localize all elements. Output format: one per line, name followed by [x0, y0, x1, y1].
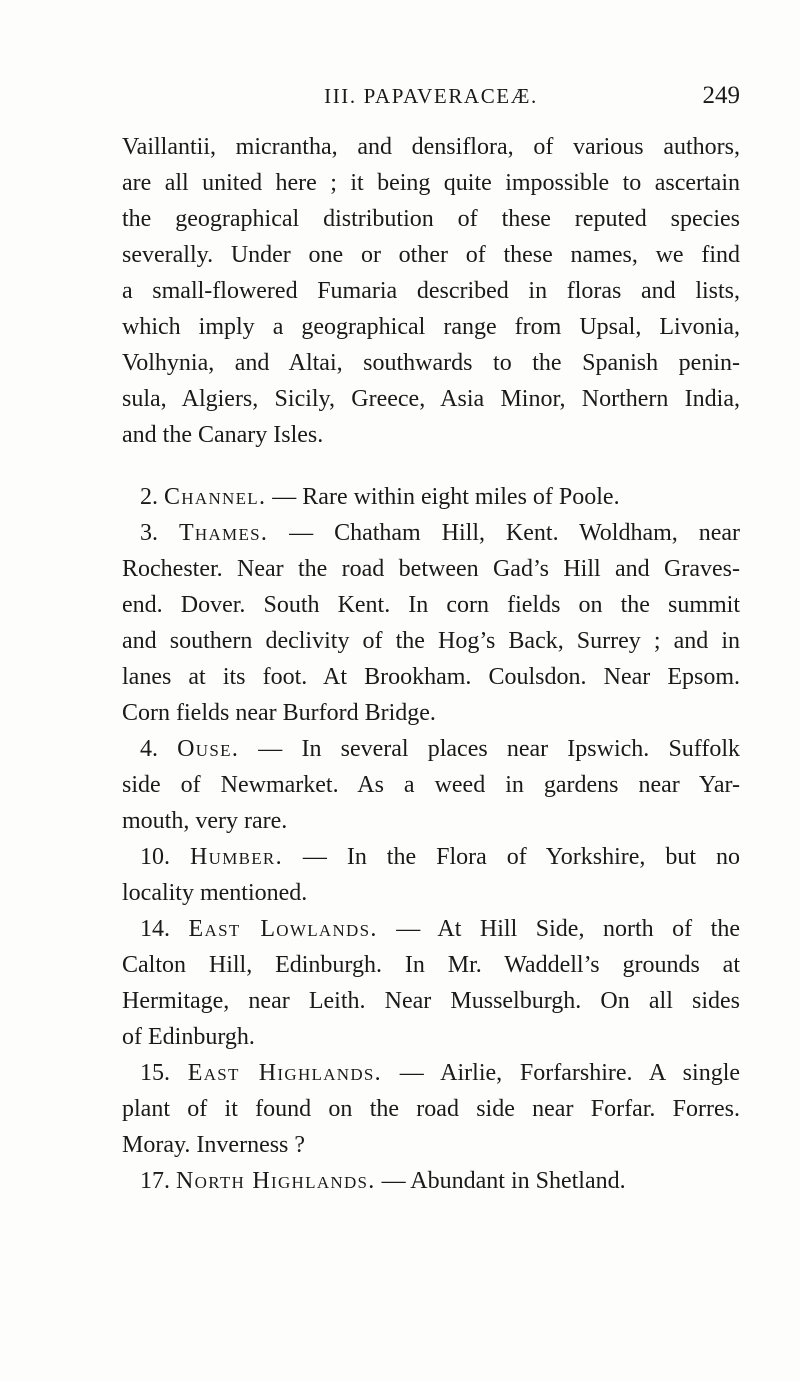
- province-name: Humber.: [189, 844, 283, 870]
- text-line: a small-flowered Fumaria described in floras and lists,: [122, 278, 740, 304]
- text-line: Rochester. Near the road between Gad’s Hill and Graves-: [122, 556, 740, 582]
- entry-first-line: [122, 516, 740, 550]
- page-number: 249: [702, 82, 740, 109]
- text-line: and the Canary Isles.: [122, 422, 324, 448]
- text-line: the geographical distribution of these reputed species: [122, 206, 740, 232]
- text-line: side of Newmarket. As a weed in gardens near Yar-: [122, 772, 740, 798]
- text-line: lanes at its foot. At Brookham. Coulsdon. Near Epsom.: [122, 664, 740, 690]
- text-line: severally. Under one or other of these names, we find: [122, 242, 740, 268]
- entry-first-line: [122, 732, 740, 766]
- text-line: Calton Hill, Edinburgh. In Mr. Waddell’s grounds at: [122, 952, 740, 978]
- text-line: Corn fields near Burford Bridge.: [122, 700, 436, 726]
- entry-number: 3.: [140, 520, 158, 546]
- province-name: East Lowlands.: [188, 916, 378, 942]
- province-name: North Highlands.: [176, 1168, 376, 1194]
- entry-text: — Rare within eight miles of Poole.: [266, 484, 620, 510]
- entry-text: — Chatham Hill, Kent. Woldham, near: [268, 520, 741, 546]
- entry-first-line: [122, 912, 740, 946]
- text-line: which imply a geographical range from Upsal, Livonia,: [122, 314, 740, 340]
- text-line: end. Dover. South Kent. In corn fields on the summit: [122, 592, 740, 618]
- text-line: and southern declivity of the Hog’s Back, Surrey ; and in: [122, 628, 740, 654]
- running-head: III. PAPAVERACEÆ.: [324, 84, 538, 108]
- entry-first-line: [122, 840, 740, 874]
- entry-number: 17.: [140, 1168, 170, 1194]
- text-line: plant of it found on the road side near Forfar. Forres.: [122, 1096, 740, 1122]
- entry-text: — At Hill Side, north of the: [377, 916, 740, 942]
- entry-text: — In the Flora of Yorkshire, but no: [282, 844, 740, 870]
- text-line: Volhynia, and Altai, southwards to the Spanish penin-: [122, 350, 740, 376]
- text-line: mouth, very rare.: [122, 808, 288, 834]
- province-name: Ouse.: [177, 736, 240, 762]
- entry-number: 4.: [140, 736, 158, 762]
- text-line: are all united here ; it being quite impossible to ascertain: [122, 170, 740, 196]
- entry-text: — In several places near Ipswich. Suffolk: [239, 736, 741, 762]
- entry-first-line: [122, 1164, 740, 1198]
- entry-number: 10.: [140, 844, 170, 870]
- text-line: locality mentioned.: [122, 880, 308, 906]
- province-name: East Highlands.: [187, 1060, 382, 1086]
- text-line: Vaillantii, micrantha, and densiflora, of various authors,: [122, 134, 740, 160]
- entry-first-line: [122, 480, 740, 514]
- text-line: of Edinburgh.: [122, 1024, 255, 1050]
- text-line: Moray. Inverness ?: [122, 1132, 306, 1158]
- entry-text: — Airlie, Forfarshire. A single: [382, 1060, 741, 1086]
- entry-number: 14.: [140, 916, 170, 942]
- page-header: [122, 84, 740, 118]
- entry-number: 15.: [140, 1060, 170, 1086]
- entry-first-line: [122, 1056, 740, 1090]
- province-name: Channel.: [164, 484, 267, 510]
- entry-text: — Abundant in Shetland.: [375, 1168, 626, 1194]
- province-name: Thames.: [178, 520, 269, 546]
- text-line: Hermitage, near Leith. Near Musselburgh. On all sides: [122, 988, 740, 1014]
- text-line: sula, Algiers, Sicily, Greece, Asia Minor, Northern India,: [122, 386, 740, 412]
- entry-number: 2.: [140, 484, 158, 510]
